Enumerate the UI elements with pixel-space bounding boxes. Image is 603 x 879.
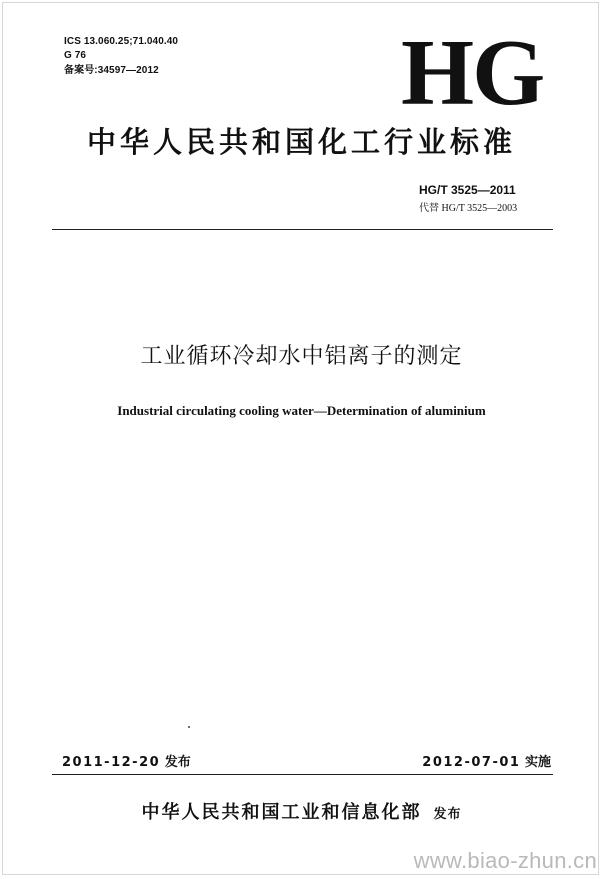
replaces-standard: 代替 HG/T 3525—2003 [419, 203, 518, 214]
implement-label: 实施 [524, 755, 551, 770]
header-divider [52, 229, 553, 230]
issue-label: 发布 [164, 755, 191, 770]
implement-date: 2012-07-01 [422, 755, 521, 770]
scan-speck [188, 726, 190, 728]
standard-title-zh: 工业循环冷却水中铝离子的测定 [140, 344, 463, 369]
org-title: 中华人民共和国化工行业标准 [86, 125, 516, 159]
publisher-name: 中华人民共和国工业和信息化部 [141, 802, 422, 823]
standard-title-en: Industrial circulating cooling water—Determination of aluminium [117, 403, 486, 418]
site-watermark: www.biao-zhun.cn [413, 848, 597, 873]
issue-block [62, 754, 191, 772]
implement-block [422, 754, 551, 772]
ccs-code: G 76 [64, 50, 87, 61]
footer-divider [52, 774, 553, 775]
publisher-block [0, 800, 603, 828]
hg-logo: HG [401, 21, 544, 125]
ics-code: ICS 13.060.25;71.040.40 [64, 36, 179, 47]
filing-number: 备案号:34597—2012 [64, 65, 159, 76]
issue-date: 2011-12-20 [62, 755, 161, 770]
publisher-label: 发布 [433, 807, 462, 822]
standard-number: HG/T 3525—2011 [419, 183, 516, 197]
